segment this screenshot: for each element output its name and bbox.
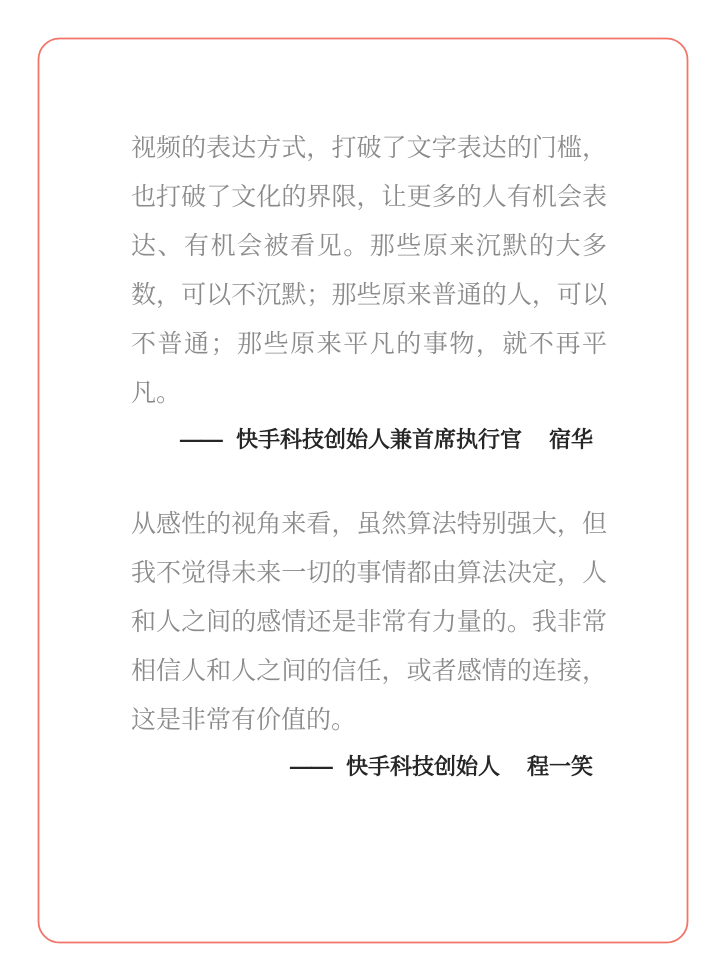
attribution-dash: —— [179,427,222,452]
quote-attribution [131,418,607,462]
attribution-name: 宿华 [548,427,593,452]
quote-text: 从感性的视角来看，虽然算法特别强大，但我不觉得未来一切的事情都由算法决定，人和人之间的感情还是非常有力量的。我非常相信人和人之间的信任，或者感情的连接，这是非常有价值的。 [131,510,607,734]
quote-block-chengyixiao [131,500,607,789]
attribution-title: 快手科技创始人兼首席执行官 [235,427,522,452]
quotes-content [131,124,607,789]
attribution-name: 程一笑 [526,754,593,779]
quote-block-suhua [131,124,607,462]
quote-attribution [131,745,607,789]
attribution-dash: —— [289,754,332,779]
attribution-title: 快手科技创始人 [345,754,500,779]
quote-text: 视频的表达方式，打破了文字表达的门槛，也打破了文化的界限，让更多的人有机会表达、有机会被看见。那些原来沉默的大多数，可以不沉默；那些原来普通的人，可以不普通；那些原来平凡的事物，就不再平凡。 [131,134,607,407]
